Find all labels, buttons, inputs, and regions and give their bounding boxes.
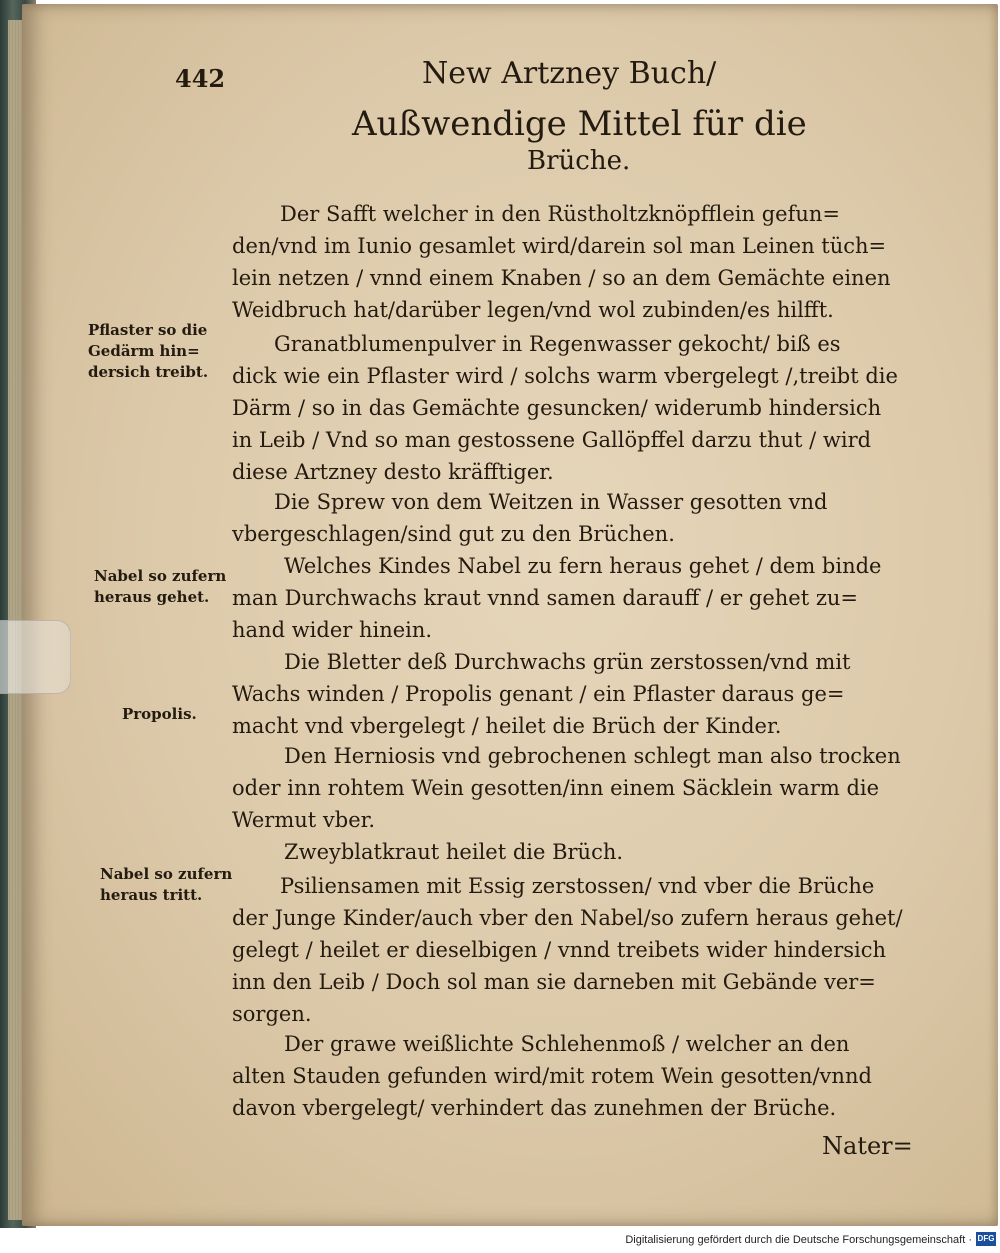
body-line: Der grawe weißlichte Schlehenmoß / welcher an den	[284, 1032, 850, 1056]
body-line: Der Safft welcher in den Rüstholtzknöpfflein gefun=	[280, 202, 840, 226]
catchword: Nater=	[822, 1132, 913, 1160]
body-line: man Durchwachs kraut vnnd samen darauff / er gehet zu=	[232, 586, 859, 610]
margin-note-3	[122, 704, 197, 725]
digitization-credit: Digitalisierung gefördert durch die Deutsche Forschungsgemeinschaft ·	[625, 1234, 972, 1246]
body-line: dick wie ein Pflaster wird / solchs warm vbergelegt /,treibt die	[232, 364, 898, 388]
body-line: macht vnd vbergelegt / heilet die Brüch der Kinder.	[232, 714, 782, 738]
page-number: 442	[175, 64, 226, 93]
body-line: diese Artzney desto kräfftiger.	[232, 460, 554, 484]
body-line: der Junge Kinder/auch vber den Nabel/so zufern heraus gehet/	[232, 906, 903, 930]
body-line: Wachs winden / Propolis genant / ein Pflaster daraus ge=	[232, 682, 845, 706]
margin-note-line: Pflaster so die	[88, 321, 208, 339]
body-line: oder inn rohtem Wein gesotten/inn einem Säcklein warm die	[232, 776, 880, 800]
running-head: New Artzney Buch/	[422, 56, 717, 91]
body-line: sorgen.	[232, 1002, 312, 1026]
margin-note-line: heraus tritt.	[100, 886, 203, 904]
body-line: den/vnd im Iunio gesamlet wird/darein sol man Leinen tüch=	[232, 234, 887, 258]
margin-note-2	[94, 566, 226, 608]
body-line: Den Herniosis vnd gebrochenen schlegt man also trocken	[284, 744, 901, 768]
body-line: hand wider hinein.	[232, 618, 433, 642]
margin-note-line: Nabel so zufern	[100, 865, 233, 883]
margin-note-line: heraus gehet.	[94, 588, 210, 606]
body-line: Die Bletter deß Durchwachs grün zerstossen/vnd mit	[284, 650, 851, 674]
body-line: Därm / so in das Gemächte gesuncken/ widerumb hindersich	[232, 396, 882, 420]
body-line: Granatblumenpulver in Regenwasser gekocht/ biß es	[274, 332, 841, 356]
dfg-logo-icon: DFG	[976, 1232, 996, 1246]
body-line: Zweyblatkraut heilet die Brüch.	[284, 840, 624, 864]
margin-note-line: dersich treibt.	[88, 363, 209, 381]
book-page	[22, 4, 998, 1226]
page-marker-tab	[0, 620, 71, 694]
body-line: Die Sprew von dem Weitzen in Wasser gesotten vnd	[274, 490, 828, 514]
margin-note-1	[88, 320, 208, 383]
margin-note-line: Nabel so zufern	[94, 567, 227, 585]
section-heading-line1: Außwendige Mittel für die	[352, 104, 807, 144]
body-line: lein netzen / vnnd einem Knaben / so an dem Gemächte einen	[232, 266, 891, 290]
body-line: davon vbergelegt/ verhindert das zunehmen der Brüche.	[232, 1096, 837, 1120]
body-line: Weidbruch hat/darüber legen/vnd wol zubinden/es hilfft.	[232, 298, 834, 322]
body-line: Wermut vber.	[232, 808, 376, 832]
body-line: gelegt / heilet er dieselbigen / vnnd treibets wider hindersich	[232, 938, 887, 962]
section-heading-line2: Brüche.	[527, 146, 631, 176]
margin-note-line: Propolis.	[122, 705, 197, 723]
body-line: Welches Kindes Nabel zu fern heraus gehet / dem binde	[284, 554, 882, 578]
body-line: in Leib / Vnd so man gestossene Gallöpffel darzu thut / wird	[232, 428, 872, 452]
body-line: Psiliensamen mit Essig zerstossen/ vnd vber die Brüche	[280, 874, 875, 898]
margin-note-4	[100, 864, 232, 906]
margin-note-line: Gedärm hin=	[88, 342, 200, 360]
body-line: vbergeschlagen/sind gut zu den Brüchen.	[232, 522, 675, 546]
body-line: inn den Leib / Doch sol man sie darneben mit Gebände ver=	[232, 970, 876, 994]
body-line: alten Stauden gefunden wird/mit rotem Wein gesotten/vnnd	[232, 1064, 872, 1088]
